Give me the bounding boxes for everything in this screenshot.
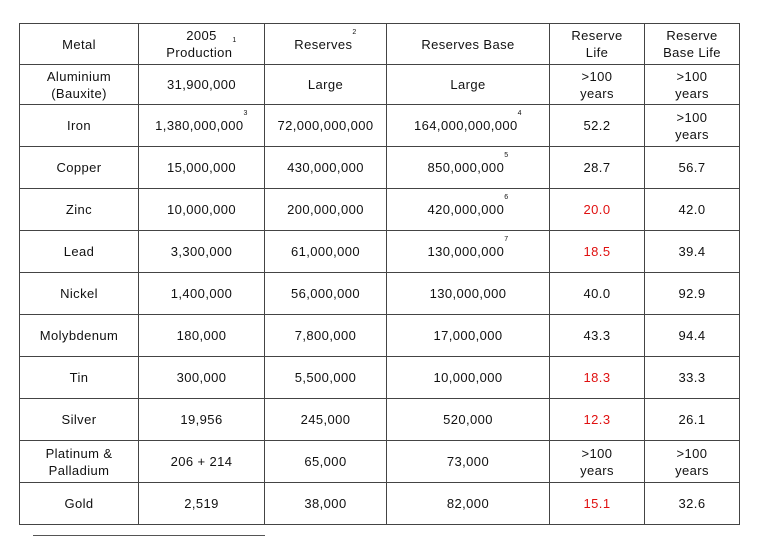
cell-metal: Silver [20,399,139,441]
cell-reserve-life: 28.7 [550,147,645,189]
cell-reserves-base: 164,000,000,000$^4$ [387,105,550,147]
cell-metal: Copper [20,147,139,189]
cell-reserve-life: 18.3 [550,357,645,399]
cell-reserves: 38,000 [265,483,387,525]
cell-reserve-base-life: 42.0 [645,189,740,231]
cell-metal: Iron [20,105,139,147]
cell-reserve-life: 43.3 [550,315,645,357]
cell-metal: Zinc [20,189,139,231]
cell-reserve-life: 40.0 [550,273,645,315]
cell-reserves: 72,000,000,000 [265,105,387,147]
header-production: 2005 Production$^1$ [139,24,265,65]
cell-reserves: 5,500,000 [265,357,387,399]
table-row [20,357,740,399]
cell-reserves: 245,000 [265,399,387,441]
cell-metal: Molybdenum [20,315,139,357]
cell-metal: Platinum & Palladium [20,441,139,483]
table-row [20,441,740,483]
cell-reserve-base-life: >100 years [645,441,740,483]
cell-reserve-base-life: >100 years [645,105,740,147]
table-row [20,315,740,357]
cell-reserve-base-life: 39.4 [645,231,740,273]
cell-production: 2,519 [139,483,265,525]
cell-reserve-life: 52.2 [550,105,645,147]
table-row [20,65,740,105]
cell-metal: Lead [20,231,139,273]
table-row [20,105,740,147]
cell-reserves-base: 130,000,000 [387,273,550,315]
cell-reserve-base-life: 33.3 [645,357,740,399]
cell-production: 1,380,000,000$^3$ [139,105,265,147]
cell-reserves-base: 520,000 [387,399,550,441]
header-row [20,24,740,65]
cell-reserves: 7,800,000 [265,315,387,357]
header-metal: Metal [20,24,139,65]
cell-metal: Nickel [20,273,139,315]
cell-reserve-base-life: 56.7 [645,147,740,189]
cell-production: 180,000 [139,315,265,357]
cell-reserve-life: >100 years [550,65,645,105]
cell-reserves: 56,000,000 [265,273,387,315]
cell-reserve-base-life: 94.4 [645,315,740,357]
cell-reserves-base: 73,000 [387,441,550,483]
cell-metal: Gold [20,483,139,525]
cell-metal: Tin [20,357,139,399]
header-reserves: Reserves$^2$ [265,24,387,65]
footnote-divider [33,535,265,536]
cell-reserve-life: 18.5 [550,231,645,273]
cell-reserve-base-life: 92.9 [645,273,740,315]
cell-reserves-base: 17,000,000 [387,315,550,357]
cell-production: 19,956 [139,399,265,441]
table-row [20,189,740,231]
cell-reserve-life: 15.1 [550,483,645,525]
cell-reserves: 200,000,000 [265,189,387,231]
metal-reserves-table [19,23,740,525]
cell-reserves-base: Large [387,65,550,105]
header-reserve-base-life: Reserve Base Life [645,24,740,65]
cell-production: 31,900,000 [139,65,265,105]
cell-reserves: 65,000 [265,441,387,483]
cell-reserves-base: 10,000,000 [387,357,550,399]
cell-reserves-base: 850,000,000$^5$ [387,147,550,189]
cell-reserve-life: 12.3 [550,399,645,441]
cell-production: 15,000,000 [139,147,265,189]
cell-production: 206 + 214 [139,441,265,483]
table-row [20,483,740,525]
header-reserve-life: Reserve Life [550,24,645,65]
cell-reserves-base: 130,000,000$^7$ [387,231,550,273]
cell-production: 300,000 [139,357,265,399]
cell-reserve-base-life: 32.6 [645,483,740,525]
cell-production: 3,300,000 [139,231,265,273]
table-row [20,399,740,441]
cell-metal: Aluminium (Bauxite) [20,65,139,105]
cell-reserve-life: 20.0 [550,189,645,231]
cell-reserves: 61,000,000 [265,231,387,273]
cell-reserves: Large [265,65,387,105]
table-row [20,273,740,315]
cell-reserves-base: 420,000,000$^6$ [387,189,550,231]
table-row [20,147,740,189]
cell-reserve-base-life: 26.1 [645,399,740,441]
cell-reserve-life: >100 years [550,441,645,483]
cell-reserves: 430,000,000 [265,147,387,189]
header-reserves-base: Reserves Base [387,24,550,65]
cell-reserves-base: 82,000 [387,483,550,525]
cell-production: 10,000,000 [139,189,265,231]
cell-production: 1,400,000 [139,273,265,315]
cell-reserve-base-life: >100 years [645,65,740,105]
table-row [20,231,740,273]
